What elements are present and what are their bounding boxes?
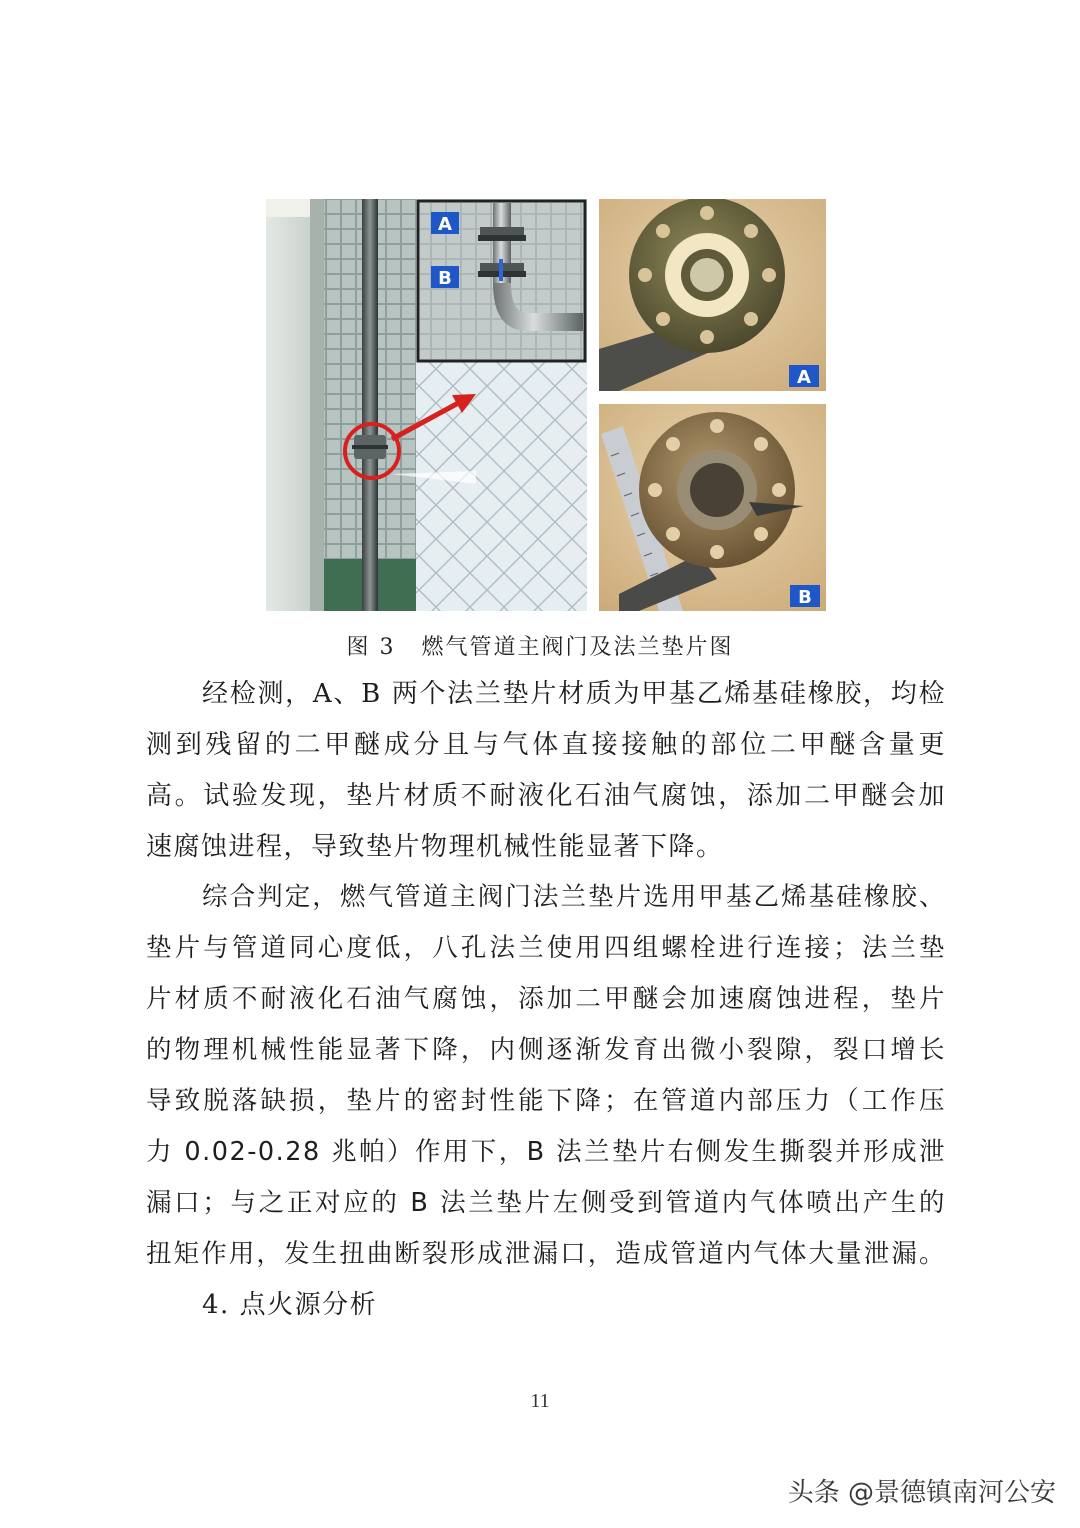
paragraph-test-results <box>146 669 946 873</box>
source-watermark: 头条 @景德镇南河公安 <box>787 1478 1056 1508</box>
paragraph-line: 导致脱落缺损，垫片的密封性能下降；在管道内部压力（工作压 <box>146 1086 946 1116</box>
paragraph-line: 垫片与管道同心度低，八孔法兰使用四组螺栓进行连接；法兰垫 <box>146 933 946 963</box>
photo-b-label: B <box>798 587 812 608</box>
paragraph-line: 漏口；与之正对应的 B 法兰垫片左侧受到管道内气体喷出产生的 <box>146 1188 946 1218</box>
figure-caption <box>0 630 1080 661</box>
page-number: 11 <box>530 1390 550 1412</box>
paragraph-line: 片材质不耐液化石油气腐蚀，添加二甲醚会加速腐蚀进程，垫片 <box>146 984 946 1014</box>
paragraph-line: 综合判定，燃气管道主阀门法兰垫片选用甲基乙烯基硅橡胶、 <box>202 882 946 912</box>
figure-3 <box>266 199 826 611</box>
section-heading <box>146 1280 946 1331</box>
paragraph-line: 经检测，A、B 两个法兰垫片材质为甲基乙烯基硅橡胶，均检 <box>202 679 946 709</box>
section-heading-text: 4. 点火源分析 <box>202 1290 378 1320</box>
gasket-b-photo <box>599 404 826 611</box>
pipe-render-image <box>266 199 587 611</box>
inset-label-a: A <box>438 214 452 235</box>
paragraph-conclusion <box>146 872 946 1280</box>
photo-a-label: A <box>797 367 811 388</box>
gasket-a-photo <box>599 199 826 391</box>
paragraph-line: 力 0.02-0.28 兆帕）作用下，B 法兰垫片右侧发生撕裂并形成泄 <box>146 1137 946 1167</box>
paragraph-line: 测到残留的二甲醚成分且与气体直接接触的部位二甲醚含量更 <box>146 730 946 760</box>
paragraph-line: 高。试验发现，垫片材质不耐液化石油气腐蚀，添加二甲醚会加 <box>146 781 946 811</box>
caption-title: 燃气管道主阀门及法兰垫片图 <box>421 635 734 660</box>
paragraph-line: 的物理机械性能显著下降，内侧逐渐发育出微小裂隙，裂口增长 <box>146 1035 946 1065</box>
inset-label-b: B <box>438 268 452 289</box>
paragraph-line: 速腐蚀进程，导致垫片物理机械性能显著下降。 <box>146 832 724 862</box>
paragraph-line: 扭矩作用，发生扭曲断裂形成泄漏口，造成管道内气体大量泄漏。 <box>146 1239 946 1269</box>
caption-number: 图 3 <box>346 635 396 660</box>
